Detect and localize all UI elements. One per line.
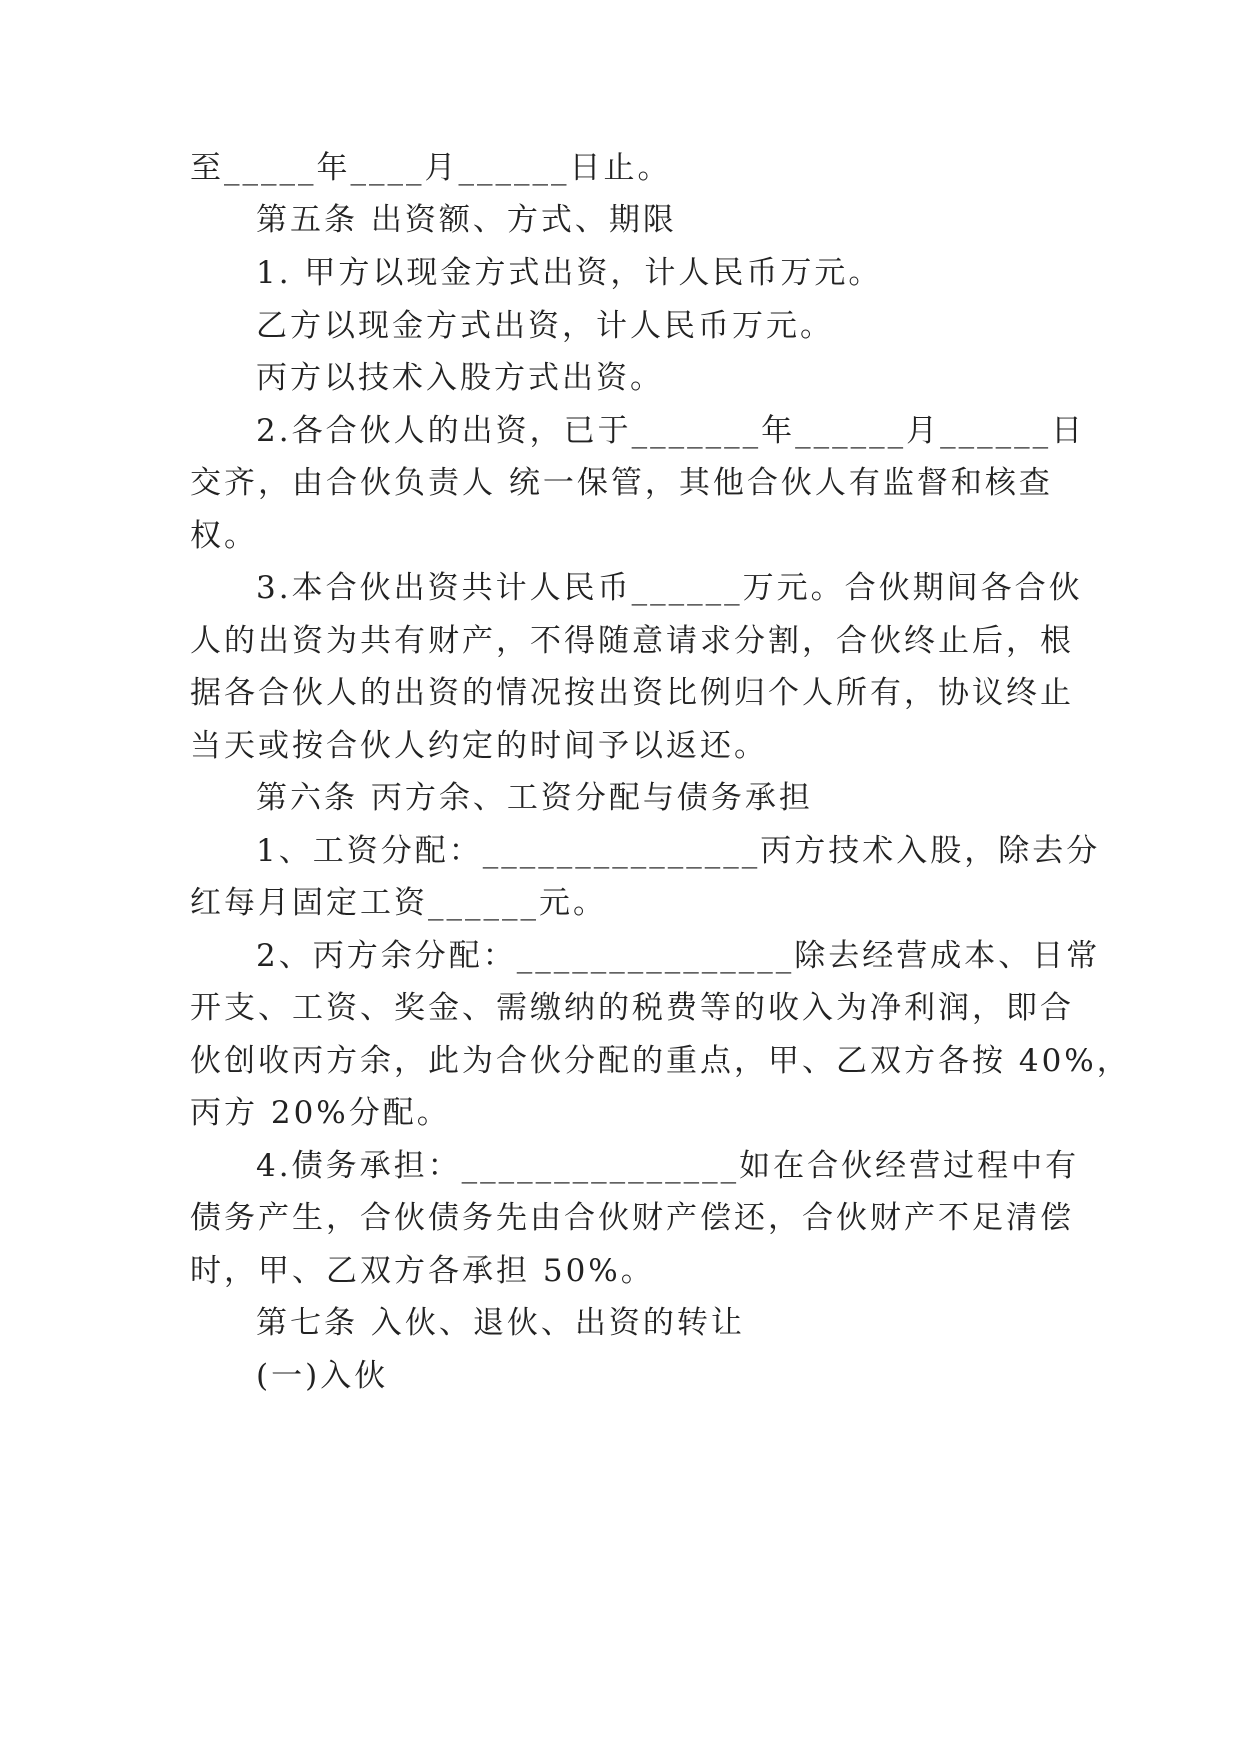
text-line: 3.本合伙出资共计人民币______万元。合伙期间各合伙 (256, 570, 1083, 606)
text-line: 1、工资分配：_______________丙方技术入股，除去分 (256, 833, 1101, 869)
article-6-heading: 第六条 丙方余、工资分配与债务承担 (256, 780, 813, 816)
text-line: 人的出资为共有财产，不得随意请求分割，合伙终止后，根 (190, 623, 1074, 659)
article-5-heading: 第五条 出资额、方式、期限 (256, 202, 677, 238)
text-line: 交齐，由合伙负责人 统一保管，其他合伙人有监督和核查 (190, 465, 1053, 501)
text-line: 4.债务承担：_______________如在合伙经营过程中有 (256, 1148, 1080, 1184)
text-line: 时，甲、乙双方各承担 50%。 (190, 1253, 655, 1289)
text-line: 丙方 20%分配。 (190, 1095, 451, 1131)
subsection-heading: (一)入伙 (256, 1358, 389, 1394)
text-line: 开支、工资、奖金、需缴纳的税费等的收入为净利润，即合 (190, 990, 1074, 1026)
text-line: 伙创收丙方余，此为合伙分配的重点，甲、乙双方各按 40%， (190, 1043, 1131, 1079)
text-line: 据各合伙人的出资的情况按出资比例归个人所有，协议终止 (190, 675, 1074, 711)
text-line: 红每月固定工资______元。 (190, 885, 607, 921)
text-line: 2.各合伙人的出资，已于_______年______月______日 (256, 413, 1086, 449)
text-line: 丙方以技术入股方式出资。 (256, 360, 664, 396)
text-line: 债务产生，合伙债务先由合伙财产偿还，合伙财产不足清偿 (190, 1200, 1074, 1236)
article-7-heading: 第七条 入伙、退伙、出资的转让 (256, 1305, 745, 1341)
text-line: 1. 甲方以现金方式出资，计人民币万元。 (256, 255, 883, 291)
text-line: 2、丙方余分配：_______________除去经营成本、日常 (256, 938, 1101, 974)
text-line: 权。 (190, 518, 258, 554)
text-line: 乙方以现金方式出资，计人民币万元。 (256, 308, 834, 344)
text-line-date-end: 至_____年____月______日止。 (190, 150, 672, 186)
text-line: 当天或按合伙人约定的时间予以返还。 (190, 728, 768, 764)
